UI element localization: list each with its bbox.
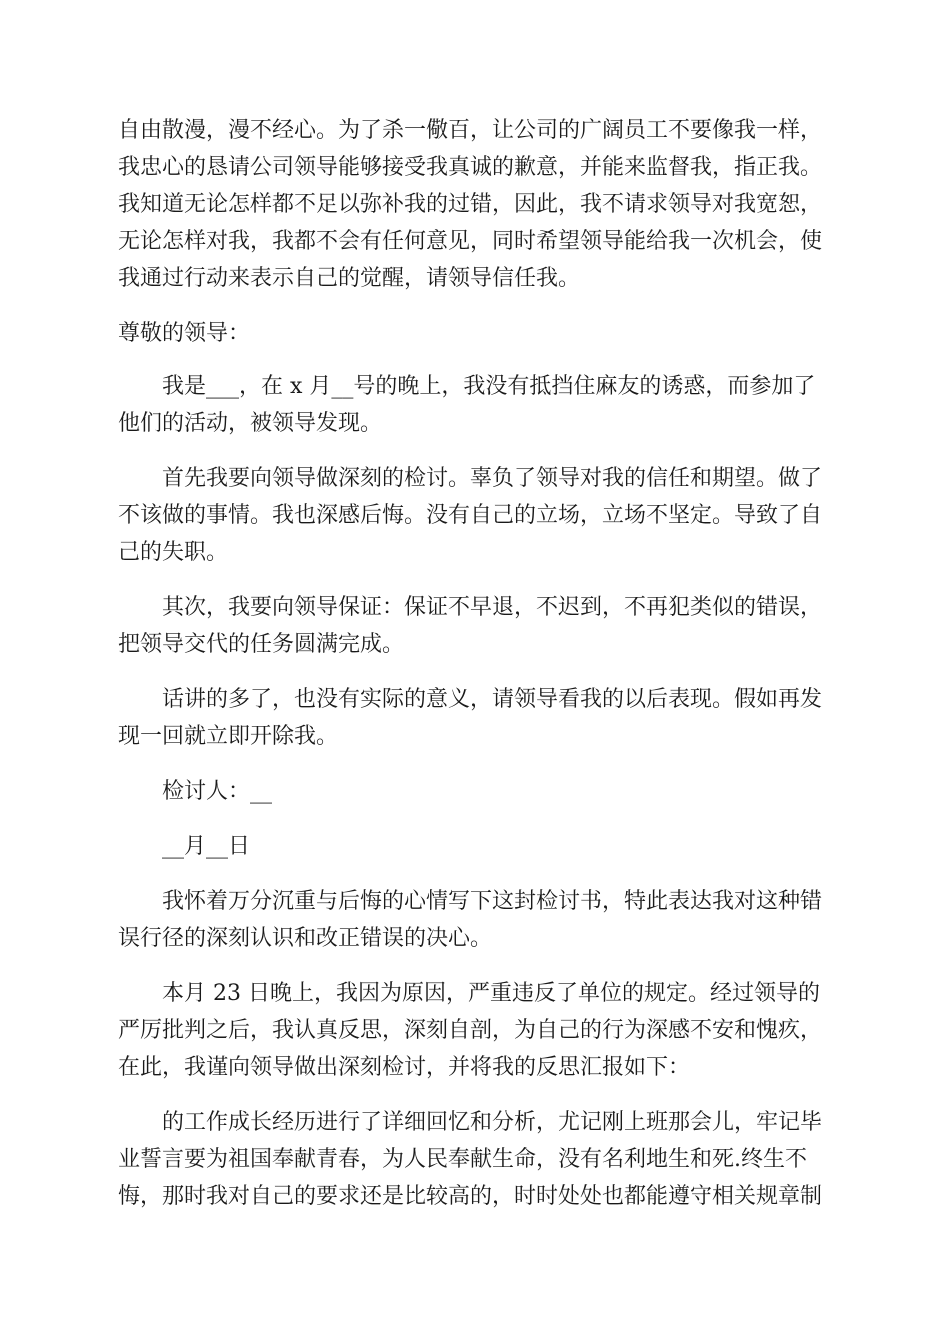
text-line: 我通过行动来表示自己的觉醒，请领导信任我。	[118, 266, 581, 291]
text-line: 我忠心的恳请公司领导能够接受我真诚的歉意，并能来监督我，指正我。	[118, 155, 823, 180]
paragraph-3	[118, 589, 838, 663]
text-line: 话讲的多了，也没有实际的意义，请领导看我的以后表现。假如再发	[162, 687, 823, 712]
paragraph-2	[118, 460, 838, 571]
salutation-text: 尊敬的领导：	[118, 321, 251, 346]
paragraph-7	[118, 1104, 838, 1215]
signature	[118, 773, 838, 810]
date-text: __月__日	[162, 834, 251, 859]
date	[118, 828, 838, 865]
text-line: 业誓言要为祖国奉献青春，为人民奉献生命，没有名利地生和死.终生不	[118, 1147, 807, 1172]
text-line: 无论怎样对我，我都不会有任何意见，同时希望领导能给我一次机会，使	[118, 229, 823, 254]
salutation	[118, 315, 838, 352]
text-line: 首先我要向领导做深刻的检讨。辜负了领导对我的信任和期望。做了	[162, 466, 823, 491]
document-body	[118, 112, 838, 1233]
intro-paragraph	[118, 112, 838, 297]
text-line: 现一回就立即开除我。	[118, 724, 339, 749]
paragraph-1	[118, 368, 838, 442]
paragraph-4	[118, 681, 838, 755]
text-line: 我知道无论怎样都不足以弥补我的过错，因此，我不请求领导对我宽恕，	[118, 192, 823, 217]
text-line: 严厉批判之后，我认真反思，深刻自剖，为自己的行为深感不安和愧疚，	[118, 1018, 823, 1043]
text-line: 其次，我要向领导保证：保证不早退，不迟到，不再犯类似的错误，	[162, 595, 823, 620]
text-line: 不该做的事情。我也深感后悔。没有自己的立场，立场不坚定。导致了自	[118, 503, 823, 528]
text-line: 己的失职。	[118, 540, 229, 565]
signature-text: 检讨人：__	[162, 779, 273, 804]
text-line: 把领导交代的任务圆满完成。	[118, 632, 405, 657]
text-line: 的工作成长经历进行了详细回忆和分析，尤记刚上班那会儿，牢记毕	[162, 1110, 823, 1135]
text-line: 我是___，在 x 月__号的晚上，我没有抵挡住麻友的诱惑，而参加了	[162, 374, 816, 399]
text-line: 本月 23 日晚上，我因为原因，严重违反了单位的规定。经过领导的	[162, 981, 820, 1006]
text-line: 悔，那时我对自己的要求还是比较高的，时时处处也都能遵守相关规章制	[118, 1184, 823, 1209]
text-line: 在此，我谨向领导做出深刻检讨，并将我的反思汇报如下：	[118, 1055, 691, 1080]
text-line: 自由散漫，漫不经心。为了杀一儆百，让公司的广阔员工不要像我一样，	[118, 118, 823, 143]
text-line: 他们的活动，被领导发现。	[118, 411, 383, 436]
text-line: 我怀着万分沉重与后悔的心情写下这封检讨书，特此表达我对这种错	[162, 889, 823, 914]
paragraph-6	[118, 975, 838, 1086]
paragraph-5	[118, 883, 838, 957]
text-line: 误行径的深刻认识和改正错误的决心。	[118, 926, 493, 951]
